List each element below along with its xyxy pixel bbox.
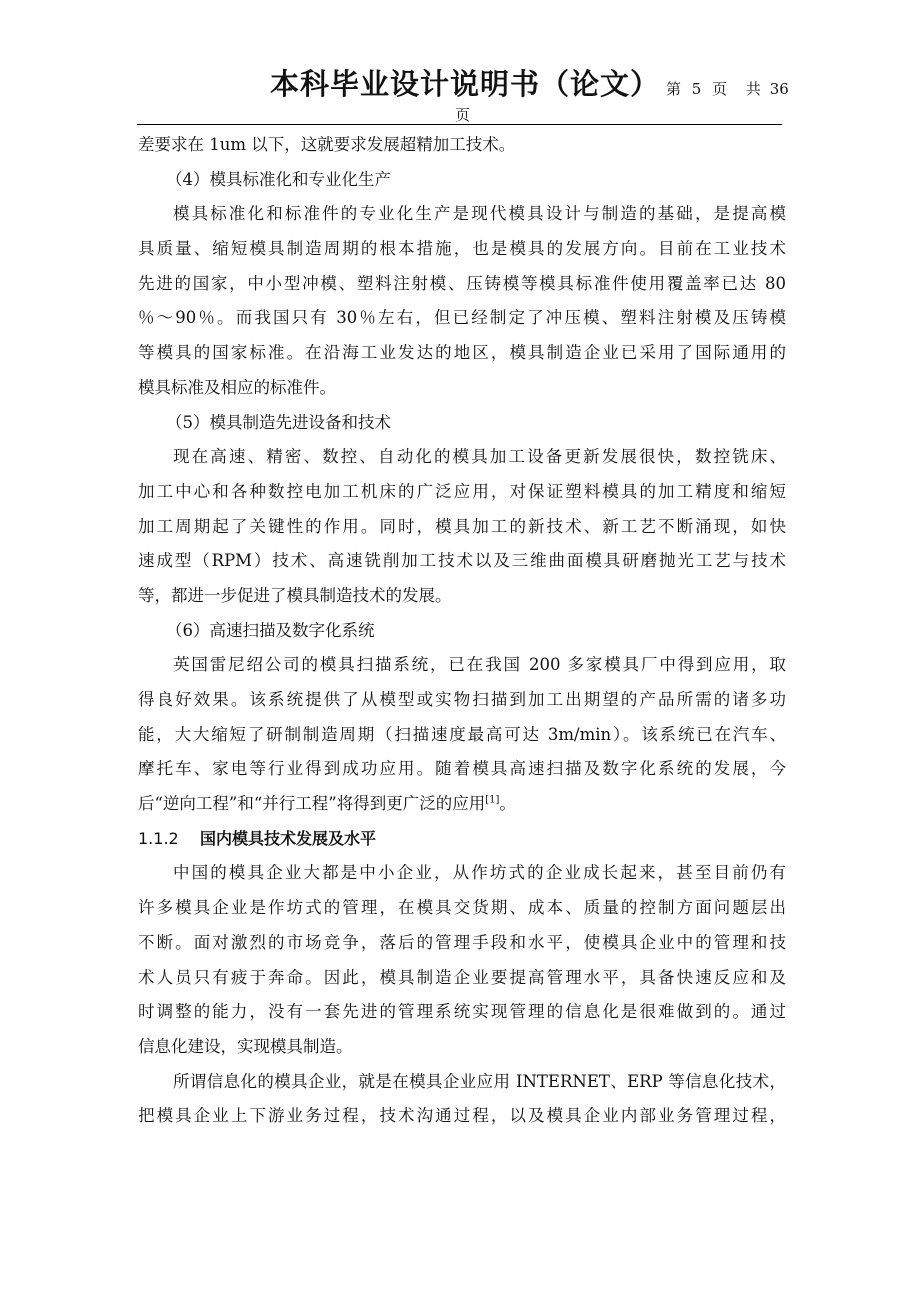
header-divider — [137, 124, 782, 125]
paragraph-line: 信息化建设，实现模具制造。 — [138, 1036, 353, 1056]
paragraph-line: 所谓信息化的模具企业，就是在模具企业应用 INTERNET、ERP 等信息化技术， — [173, 1071, 786, 1091]
paragraph-line: 术人员只有疲于奔命。因此，模具制造企业要提高管理水平，具备快速反应和及 — [138, 967, 786, 987]
section-heading — [138, 822, 786, 857]
paragraph-end: 。 — [499, 794, 516, 814]
paragraph-line: 加工周期起了关键性的作用。同时，模具加工的新技术、新工艺不断涌现，如快 — [138, 516, 786, 536]
paragraph-line: 得良好效果。该系统提供了从模型或实物扫描到加工出期望的产品所需的诸多功 — [138, 690, 786, 709]
paragraph-line: 差要求在 1um 以下，这就要求发展超精加工技术。 — [138, 135, 516, 154]
paragraph-line: 摩托车、家电等行业得到成功应用。随着模具高速扫描及数字化系统的发展，今 — [138, 759, 786, 779]
document-title: 本科毕业设计说明书（论文） — [270, 67, 661, 101]
section-title: 国内模具技术发展及水平 — [200, 828, 377, 848]
subheading-5: （5）模具制造先进设备和技术 — [166, 412, 391, 432]
page-label: 第 — [666, 80, 682, 98]
paragraph-line: 现在高速、精密、数控、自动化的模具加工设备更新发展很快，数控铣床、 — [173, 447, 786, 467]
page-number: 5 — [691, 80, 702, 98]
page-info — [666, 78, 789, 99]
paragraph-line — [138, 787, 786, 822]
paragraph-line: 中国的模具企业大都是中小企业，从作坊式的企业成长起来，甚至目前仍有 — [173, 863, 786, 883]
paragraph-line: 等模具的国家标准。在沿海工业发达的地区，模具制造企业已采用了国际通用的 — [138, 343, 786, 363]
paragraph-line: 不断。面对激烈的市场竞争，落后的管理手段和水平，使模具企业中的管理和技 — [138, 932, 786, 952]
page-suffix: 页 — [455, 106, 471, 124]
paragraph-line: 模具标准化和标准件的专业化生产是现代模具设计与制造的基础，是提高模 — [173, 204, 786, 224]
subheading-4: （4）模具标准化和专业化生产 — [166, 169, 391, 189]
total-label: 共 — [745, 80, 761, 98]
paragraph-line: 加工中心和各种数控电加工机床的广泛应用，对保证塑料模具的加工精度和缩短 — [138, 481, 786, 501]
paragraph-line: ％～90％。而我国只有 30％左右，但已经制定了冲压模、塑料注射模及压铸模 — [138, 308, 786, 328]
page-unit: 页 — [712, 80, 728, 98]
paragraph-line: 模具标准及相应的标准件。 — [138, 377, 336, 397]
paragraph-line: 许多模具企业是作坊式的管理，在模具交货期、成本、质量的控制方面问题层出 — [138, 898, 786, 918]
body-text — [138, 128, 786, 1134]
citation-ref: [1] — [485, 794, 500, 806]
paragraph-line: 能，大大缩短了研制制造周期（扫描速度最高可达 3m/min）。该系统已在汽车、 — [138, 724, 786, 744]
paragraph-line: 把模具企业上下游业务过程，技术沟通过程，以及模具企业内部业务管理过程， — [138, 1106, 786, 1126]
section-number: 1.1.2 — [138, 828, 179, 848]
paragraph-line: 具质量、缩短模具制造周期的根本措施，也是模具的发展方向。目前在工业技术 — [138, 239, 786, 259]
paragraph-line: 等，都进一步促进了模具制造技术的发展。 — [138, 585, 452, 605]
total-pages: 36 — [769, 80, 789, 98]
paragraph-text: 后“逆向工程”和“并行工程”将得到更广泛的应用 — [138, 794, 486, 814]
paragraph-line: 速成型（RPM）技术、高速铣削加工技术以及三维曲面模具研磨抛光工艺与技术 — [138, 551, 786, 571]
paragraph-line: 先进的国家，中小型冲模、塑料注射模、压铸模等模具标准件使用覆盖率已达 80 — [138, 273, 786, 293]
subheading-6: （6）高速扫描及数字化系统 — [166, 620, 375, 640]
paragraph-line: 英国雷尼绍公司的模具扫描系统，已在我国 200 多家模具厂中得到应用，取 — [173, 655, 786, 675]
paragraph-line: 时调整的能力，没有一套先进的管理系统实现管理的信息化是很难做到的。通过 — [138, 1002, 786, 1022]
